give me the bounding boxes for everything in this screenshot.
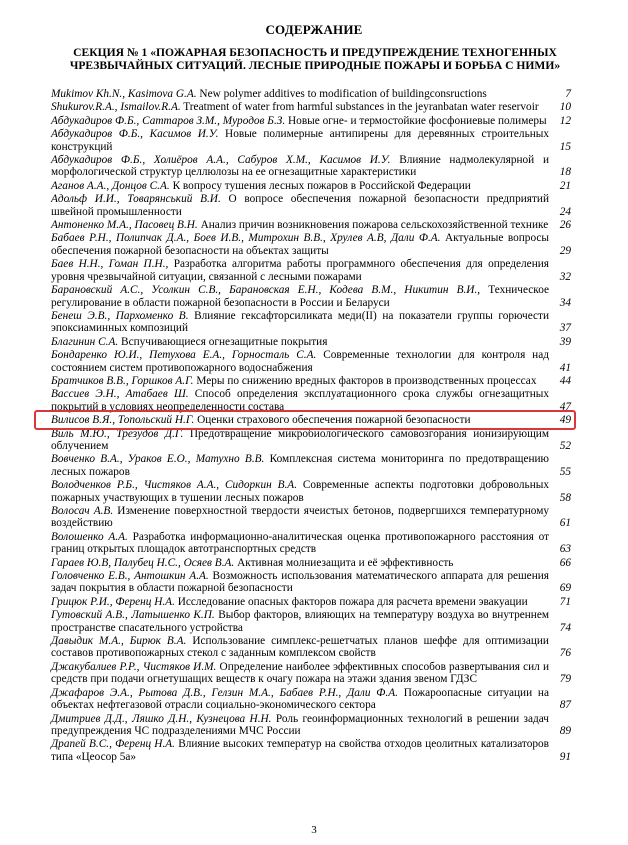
toc-entry-authors: Вилисов В.Я., Топольский Н.Г.: [51, 414, 195, 427]
toc-entry-title: Новые полимерные антипирены для деревянных строительных конструкций: [51, 128, 549, 153]
toc-entry-page: 18: [559, 166, 571, 179]
toc-entry-text: [51, 284, 571, 309]
toc-entry[interactable]: [51, 88, 571, 100]
toc-entry[interactable]: [51, 375, 571, 387]
toc-entry[interactable]: [51, 115, 571, 127]
toc-entry-text: [51, 713, 571, 738]
toc-entry[interactable]: [51, 258, 571, 283]
toc-entry-text: [51, 219, 571, 231]
toc-entry-text: [51, 128, 571, 153]
toc-entry-authors: Вассиев Э.Н., Атабаев Ш.: [51, 388, 189, 401]
toc-entry-title: О вопросе обеспечения пожарной безопасности предприятий швейной промышленности: [51, 193, 549, 218]
toc-entry-text: [51, 349, 571, 374]
toc-entry-title: Влияние гексафторсиликата меди(II) на показатели группы горючести эпоксиаминных композиций: [51, 309, 550, 335]
toc-entry[interactable]: [51, 713, 571, 738]
toc-entry-authors: Абдукадиров Ф.Б., Холиёров А.А., Сабуров Х.М., Касимов И.У.: [51, 154, 391, 167]
toc-entry-title: Вспучивающиеся огнезащитные покрытия: [121, 335, 328, 348]
toc-entry-title: Техническое регулирование в области пожарной безопасности в России и Беларуси: [51, 284, 550, 309]
toc-entry-page: 76: [559, 647, 571, 660]
toc-entry-page: 37: [559, 322, 571, 335]
toc-entry-text: [51, 453, 571, 478]
toc-entry-authors: Грицюк Р.И., Ференц Н.А.: [51, 595, 175, 608]
toc-entry-page: 87: [559, 699, 571, 712]
toc-entry-title: Разработка информационно-аналитическая оценка противопожарного расстояния от границ открытых площадок автотранспортных средств: [51, 530, 550, 556]
toc-entry-title: Роль геоинформационных технологий в решении задач предупреждения ЧС подразделениями МЧС России: [51, 712, 549, 737]
toc-entry[interactable]: [51, 428, 571, 453]
toc-entry[interactable]: [51, 609, 571, 634]
toc-entry-page: 34: [559, 296, 571, 309]
toc-entry-page: 79: [559, 673, 571, 686]
toc-entry-authors: Джафаров Э.А., Рытова Д.В., Гелзин М.А., Бабаев Р.Н., Дали Ф.А.: [51, 686, 398, 699]
toc-entry-authors: Адольф И.И., Товарянський В.И.: [51, 193, 221, 206]
toc-entry-text: [51, 609, 571, 634]
toc-entry-authors: Антоненко М.А., Пасовец В.Н.: [51, 219, 198, 232]
toc-entry-text: [51, 258, 571, 283]
toc-entry-text: [51, 557, 571, 569]
toc-entry-page: 61: [559, 517, 571, 530]
toc-entry-title: Способ определения эксплуатационного срока службы огнезащитных покрытий в условиях неопределенности состава: [51, 388, 550, 413]
toc-entry[interactable]: [51, 661, 571, 686]
toc-entry-authors: Волосач А.В.: [51, 505, 114, 517]
toc-entry-page: 44: [559, 374, 571, 387]
toc-entry-page: 41: [559, 361, 571, 374]
toc-entry-authors: Джакубалиев Р.Р., Чистяков И.М.: [51, 660, 217, 673]
toc-entry-authors: Абдукадиров Ф.Б., Саттаров З.М., Муродов Б.З.: [51, 114, 286, 127]
toc-entry-title: Оценки страхового обеспечения пожарной безопасности: [197, 414, 471, 427]
toc-entry-authors: Бенеш Э.В., Пархоменко В.: [51, 309, 189, 322]
toc-entry[interactable]: [51, 570, 571, 595]
toc-entry[interactable]: [51, 479, 571, 504]
toc-entry-authors: Головченко Е.В., Антошкин А.А.: [51, 570, 209, 583]
toc-entry-text: [51, 375, 571, 387]
toc-entry-text: [51, 88, 571, 100]
toc-entry-authors: Гутовский А.В., Латышенко К.П.: [51, 609, 215, 622]
toc-entry-title: Использование симплекс-решетчатых планов шеффе для оптимизации составов противопожарных стекол с заданным комплексом свойств: [51, 635, 549, 660]
toc-entry-page: 29: [559, 244, 571, 257]
toc-entry-title: Предотвращение микробиологического самовозгорания ионизирующим облучением: [51, 427, 549, 452]
toc-entry[interactable]: [51, 128, 571, 153]
toc-entry-authors: Бондаренко Ю.И., Петухова Е.А., Горносталь С.А.: [51, 349, 317, 362]
toc-entry-authors: Давыдик М.А., Бирюк В.А.: [51, 635, 187, 648]
toc-entry[interactable]: [51, 180, 571, 192]
toc-entry-page: 52: [559, 439, 571, 452]
toc-entry-page: 71: [559, 595, 571, 608]
toc-entry-title: Современные аспекты подготовки добровольных пожарных участвующих в тушении лесных пожаров: [51, 479, 549, 504]
toc-entry-page: 66: [559, 556, 571, 569]
toc-entry[interactable]: [51, 336, 571, 348]
toc-entry-text: [51, 505, 571, 530]
toc-entry-text: [51, 570, 571, 595]
toc-entry-title: Выбор факторов, влияющих на температуру воздуха во внутреннем пространстве спасательного устройства: [51, 609, 549, 634]
toc-entry-title: Активная молниезащита и её эффективность: [237, 556, 454, 569]
toc-entry[interactable]: [51, 635, 571, 660]
toc-entry[interactable]: [51, 101, 571, 113]
toc-entry[interactable]: [51, 232, 571, 257]
page-number: 3: [311, 824, 317, 836]
toc-entry-text: [51, 232, 571, 257]
toc-entry-text: [51, 310, 571, 335]
toc-entry-page: 26: [559, 219, 571, 232]
toc-entry-page: 21: [559, 179, 571, 192]
toc-entry-authors: Бабаев Р.Н., Полипчак Д.А., Боев И.В., Митрохин В.В., Хрулев А.В, Дали Ф.А.: [51, 232, 441, 245]
toc-entry-title: Пожароопасные ситуации на объектах нефтегазовой отрасли социально-экономического сектора: [51, 686, 549, 712]
highlight-box: [34, 410, 576, 430]
toc-entry-title: New polymer additives to modification of buildingconsructions: [199, 88, 487, 100]
toc-entry-title: К вопросу тушения лесных пожаров в Российской Федерации: [172, 179, 471, 192]
toc-entry-text: [51, 738, 571, 763]
toc-entry-authors: Mukimov Kh.N., Kasimova G.A.: [51, 88, 197, 100]
toc-entry-authors: Виль М.Ю., Трезудов Д.Г.: [51, 427, 184, 440]
toc-entry-page: 12: [559, 114, 571, 127]
toc-entry-text: [51, 428, 571, 453]
toc-entry-authors: Shukurov.R.A., Ismailov.R.A.: [51, 101, 181, 114]
toc-entry-authors: Драпей В.С., Ференц Н.А.: [51, 738, 176, 751]
toc-entry-page: 24: [559, 205, 571, 218]
toc-entry-title: Анализ причин возникновения пожарова сельскохозяйственной технике: [200, 219, 549, 232]
toc-entry[interactable]: [51, 310, 571, 335]
toc-entry[interactable]: [51, 738, 571, 763]
toc-entry-page: 7: [565, 88, 571, 100]
toc-entry[interactable]: [51, 193, 571, 218]
toc-entry-title: Определение наиболее эффективных способов развертывания сил и средств при подачи огнетушащих веществ к очагу пожара на этажи здания звеном ГДЗС: [51, 660, 549, 686]
toc-entry-title: Современные технологии для контроля над состоянием систем противопожарного водоснабжения: [51, 349, 549, 374]
toc-entry-page: 55: [559, 465, 571, 478]
toc-entry[interactable]: [51, 154, 571, 179]
toc-entry-authors: Дмитриев Д.Д., Ляшко Д.Н., Кузнецова Н.Н.: [51, 712, 272, 725]
toc-entry-page: 39: [559, 335, 571, 348]
toc-entry-page: 69: [559, 582, 571, 595]
toc-entry-page: 49: [559, 414, 571, 427]
toc-entry-text: [51, 101, 571, 113]
toc-entry-text: [51, 336, 571, 348]
toc-entry[interactable]: [51, 453, 571, 478]
section-title: СЕКЦИЯ № 1 «ПОЖАРНАЯ БЕЗОПАСНОСТЬ И ПРЕДУПРЕЖДЕНИЕ ТЕХНОГЕННЫХ ЧРЕЗВЫЧАЙНЫХ СИТУАЦИЙ. ЛЕСНЫЕ ПРИРОДНЫЕ ПОЖАРЫ И БОРЬБА С НИМИ»: [69, 46, 561, 72]
toc-entry-title: Актуальные вопросы обеспечения пожарной безопасности на объектах защиты: [51, 232, 549, 257]
toc-entry-authors: Барановский А.С., Усолкин С.В., Барановская Е.Н., Кодева В.М., Никитин В.И.,: [51, 284, 481, 297]
toc-entry[interactable]: [51, 596, 571, 608]
toc-entry-title: Меры по снижению вредных факторов в производственных процессах: [196, 374, 537, 387]
toc-entry-page: 47: [559, 400, 571, 413]
toc-entry-title: Treatment of water from harmful substances in the jeyranbatan water reservoir: [183, 101, 539, 114]
toc-entry[interactable]: [51, 557, 571, 569]
toc-entry[interactable]: [51, 531, 571, 556]
toc-entry[interactable]: [51, 505, 571, 530]
toc-entry-page: 58: [559, 491, 571, 504]
toc-entry-page: 32: [559, 270, 571, 283]
toc-entry-page: 74: [559, 621, 571, 634]
toc-entry-authors: Волошенко А.А.: [51, 530, 128, 543]
toc-entry[interactable]: [51, 349, 571, 374]
toc-entry-text: [51, 635, 571, 660]
toc-entry-text: [51, 115, 571, 127]
toc-entry-title: Возможность использования математического аппарата для решения задач покрытия в области пожарной безопасности: [51, 570, 549, 595]
toc-entry-title: Изменение поверхностной твердости ячеистых бетонов, подвергшихся температурному воздействию: [51, 505, 549, 530]
toc-entry[interactable]: [51, 219, 571, 231]
toc-entry[interactable]: [51, 687, 571, 712]
toc-entry-title: Разработка алгоритма работы программного обеспечения для определения уровня чрезвычайной ситуации, связанной с лесными пожарами: [51, 258, 549, 283]
toc-entry-title: Комплексная система мониторинга по предотвращению лесных пожаров: [51, 453, 549, 478]
toc-entry-page: 10: [559, 101, 571, 114]
page-heading: СОДЕРЖАНИЕ: [265, 22, 363, 37]
toc-entry-authors: Братчиков В.В., Горшков А.Г.: [51, 374, 194, 387]
toc-entry-authors: Баев Н.Н., Гоман П.Н.,: [51, 258, 169, 271]
toc-entry-text: [51, 687, 571, 712]
toc-entry-authors: Абдукадиров Ф.Б., Касимов И.У.: [51, 128, 219, 141]
toc-entry-text: [51, 154, 571, 179]
toc-entry-authors: Благинин С.А.: [51, 335, 119, 348]
toc-entry-text: [51, 180, 571, 192]
toc-entry-text: [51, 596, 571, 608]
toc-entry-text: [51, 661, 571, 686]
toc-entry-text: [51, 193, 571, 218]
toc-entry-title: Новые огне- и термостойкие фосфониевые полимеры: [288, 114, 547, 127]
toc-entry-title: Влияние надмолекулярной и морфологической структур целлюлозы на ее огнезащитные характеристики: [51, 154, 549, 179]
toc-entry-text: [51, 531, 571, 556]
toc-entry-title: Исследование опасных факторов пожара для расчета времени эвакуации: [177, 595, 528, 608]
toc-entry-page: 91: [559, 750, 571, 763]
toc-entry-text: [51, 479, 571, 504]
toc-entry-page: 63: [559, 543, 571, 556]
toc-entry-authors: Гараев Ю.В, Палубец Н.С., Осяев В.А.: [51, 556, 235, 569]
toc-entry-page: 15: [559, 140, 571, 153]
toc-entry-page: 89: [559, 724, 571, 737]
toc-entry-authors: Вовченко В.А., Ураков Е.О., Матухно В.В.: [51, 453, 265, 466]
toc-entry-title: Влияние высоких температур на свойства отходов цеолитных катализаторов типа «Цеосор 5а»: [51, 738, 549, 763]
toc-entry-authors: Аганов А.А., Донцов С.А.: [51, 179, 170, 192]
toc-entry-authors: Володченков Р.Б., Чистяков А.А., Сидоркин В.А.: [51, 479, 298, 492]
toc-entry[interactable]: [51, 284, 571, 309]
